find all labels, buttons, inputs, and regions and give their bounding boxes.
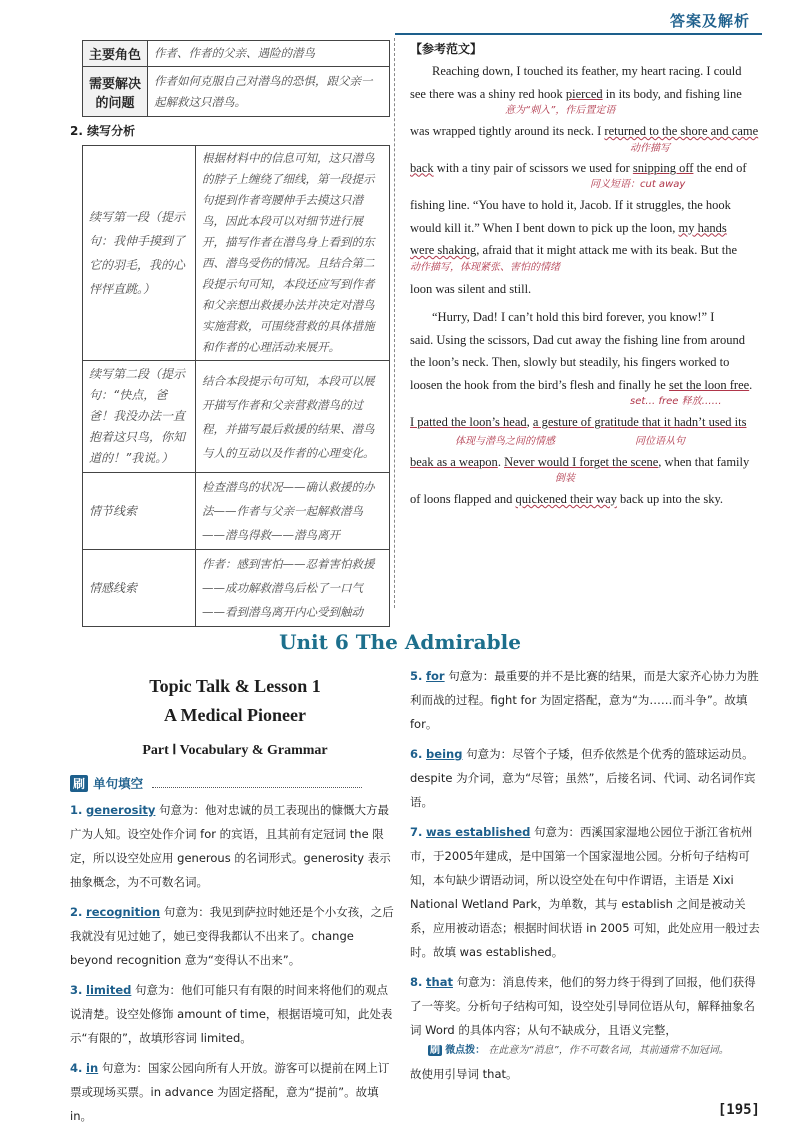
essay-line: Reaching down, I touched its feather, my heart racing. I could xyxy=(432,64,742,78)
sample-essay xyxy=(410,60,760,511)
essay-line: “Hurry, Dad! I can’t hold this bird forever, you know!” I xyxy=(432,310,715,324)
analysis-table xyxy=(82,145,390,627)
tip-badge: 刷 xyxy=(430,1045,440,1056)
essay-line: were shaking, afraid that it might attack me with its beak. But the xyxy=(410,243,737,257)
column-divider xyxy=(394,38,395,608)
answer-item-1: 1. generosity 句意为：他对忠诚的员工表现出的慷慨大方最广为人知。设空处作介词 for 的宾语，且其前有定冠词 the 限定，所以设空处应用 generous 的名词形式。generosity 表示抽象概念，为不可数名词。 xyxy=(70,803,391,889)
problem-text: 作者如何克服自己对潜鸟的恐惧，跟父亲一起解救这只潜鸟。 xyxy=(148,67,390,117)
essay-line: the loon’s neck. Then, slowly but steadily, his fingers worked to xyxy=(410,355,730,369)
analysis-heading: 2. 续写分析 xyxy=(70,124,136,138)
section-rule xyxy=(152,787,362,788)
answer-item-5: 5. for 句意为：最重要的并不是比赛的结果，而是大家齐心协力为胜利而战的过程。fight for 为固定搭配，意为“为……而斗争”。故填 for。 xyxy=(410,669,759,731)
annotation: set… free 释放…… xyxy=(630,396,722,407)
essay-line: fishing line. “You have to hold it, Jacob. If it struggles, the hook xyxy=(410,198,731,212)
answer-item-8-end: 故使用引导词 that。 xyxy=(410,1067,518,1081)
essay-line: loon was silent and still. xyxy=(410,281,532,296)
part-title: Part Ⅰ Vocabulary & Grammar xyxy=(142,743,328,758)
lesson-title-2: A Medical Pioneer xyxy=(164,705,306,725)
plot-label: 情节线索 xyxy=(83,473,196,550)
essay-line: see there was a shiny red hook pierced in its body, and fishing line xyxy=(410,86,742,101)
annotation-row: 体现与潜鸟之间的情感 同位语从句 xyxy=(455,435,685,447)
annotation: 意为“刺入”，作后置定语 xyxy=(505,105,616,116)
header-rule xyxy=(395,33,762,35)
emotion-label: 情感线索 xyxy=(83,550,196,627)
answer-item-4: 4. in 句意为：国家公园向所有人开放。游客可以提前在网上订票或现场买票。in advance 为固定搭配，意为“提前”。故填 in。 xyxy=(70,1061,390,1123)
answer-item-2: 2. recognition 句意为：我见到萨拉时她还是个小女孩，之后我就没有见过她了，她已变得我都认不出来了。change beyond recognition 意为“变得认不出来”。 xyxy=(70,905,394,967)
section-bar xyxy=(70,773,392,793)
lesson-title-1: Topic Talk & Lesson 1 xyxy=(149,676,321,696)
answer-item-8: 8. that 句意为：消息传来，他们的努力终于得到了回报，他们获得了一等奖。分析句子结构可知，设空处引导同位语从句，解释抽象名词 Word 的具体内容；从句不缺成分，且语义完整， xyxy=(410,975,756,1037)
essay-line: was wrapped tightly around its neck. I returned to the shore and came xyxy=(410,124,759,138)
annotation: 动作描写，体现紧张、害怕的情绪 xyxy=(410,261,560,273)
tip-label: 微点拨： xyxy=(445,1045,486,1056)
tip-note xyxy=(410,1044,762,1058)
annotation: 动作描写 xyxy=(630,142,670,154)
essay-line: I patted the loon’s head, a gesture of gratitude that it hadn’t used its xyxy=(410,415,747,429)
sample-heading: 【参考范文】 xyxy=(410,42,483,56)
items-left xyxy=(70,798,394,1128)
answer-item-6: 6. being 句意为：尽管个子矮，但乔依然是个优秀的篮球运动员。despite 为介词，意为“尽管；虽然”，后接名词、代词、动名词作宾语。 xyxy=(410,747,756,809)
page-header-title: 答案及解析 xyxy=(669,12,750,30)
problem-label: 需要解决的问题 xyxy=(83,67,148,117)
essay-line: would kill it.” When I bent down to pick up the loon, my hands xyxy=(410,220,727,235)
tip-text: 在此意为“消息”，作不可数名词，其前通常不加冠词。 xyxy=(488,1045,729,1056)
essay-line: back with a tiny pair of scissors we used for snipping off the end of xyxy=(410,160,747,175)
essay-line: said. Using the scissors, Dad cut away the fishing line from around xyxy=(410,332,746,347)
annotation: 同义短语：cut away xyxy=(590,179,686,190)
items-right xyxy=(410,664,762,1086)
para2-text: 结合本段提示句可知，本段可以展开描写作者和父亲营救潜鸟的过程，并描写最后救援的结果、潜鸟与人的互动以及作者的心理变化。 xyxy=(196,361,390,473)
role-label: 主要角色 xyxy=(83,41,148,67)
emotion-text: 作者：感到害怕——忍着害怕救援——成功解救潜鸟后松了一口气——看到潜鸟离开内心受到触动 xyxy=(196,550,390,627)
essay-line: beak as a weapon. Never would I forget the scene, when that family xyxy=(410,454,750,469)
plot-text: 检查潜鸟的状况——确认救援的办法——作者与父亲一起解救潜鸟——潜鸟得救——潜鸟离开 xyxy=(196,473,390,550)
unit-title: Unit 6 The Admirable xyxy=(279,630,521,654)
page-number: [195] xyxy=(717,1102,760,1118)
para2-label: 续写第二段（提示句：“快点，爸爸！我没办法一直抱着这只鸟，你知道的！”我说。） xyxy=(83,361,196,473)
section-title: 单句填空 xyxy=(93,776,144,791)
essay-line: of loons flapped and quickened their way back up into the sky. xyxy=(410,492,724,506)
para1-label: 续写第一段（提示句：我伸手摸到了它的羽毛，我的心怦怦直跳。） xyxy=(83,146,196,361)
annotation: 倒装 xyxy=(555,473,575,484)
role-text: 作者、作者的父亲、遇险的潜鸟 xyxy=(148,41,390,67)
answer-item-7: 7. was established 句意为：西溪国家湿地公园位于浙江省杭州市，于2005年建成，是中国第一个国家湿地公园。分析句子结构可知，本句缺少谓语动词，所以设空处在句中作谓语，主语是 Xixi National Wetland Park，为单数，其与 establish 之间是被动关系，应用被动语态；根据时间状语 in 2005 可知，此处应用一般过去时。故填 was established。 xyxy=(410,825,760,959)
role-table xyxy=(82,40,390,117)
section-badge: 刷 xyxy=(70,775,88,792)
answer-item-3: 3. limited 句意为：他们可能只有有限的时间来将他们的观点说清楚。设空处修饰 amount of time，根据语境可知，此处表示“有限的”，故填形容词 limited。 xyxy=(70,983,393,1045)
para1-text: 根据材料中的信息可知，这只潜鸟的脖子上缠绕了细线，第一段提示句提到作者弯腰伸手去摸这只潜鸟，因此本段可以对细节进行展开，描写作者在潜鸟身上看到的东西、潜鸟受伤的情况。且结合第二段提示句可知，本段还应写到作者和父亲想出救援办法并决定对潜鸟实施营救，可围绕营救的具体措施和作者的心理活动来展开。 xyxy=(196,146,390,361)
essay-line: loosen the hook from the bird’s flesh and finally he set the loon free. xyxy=(410,377,753,392)
